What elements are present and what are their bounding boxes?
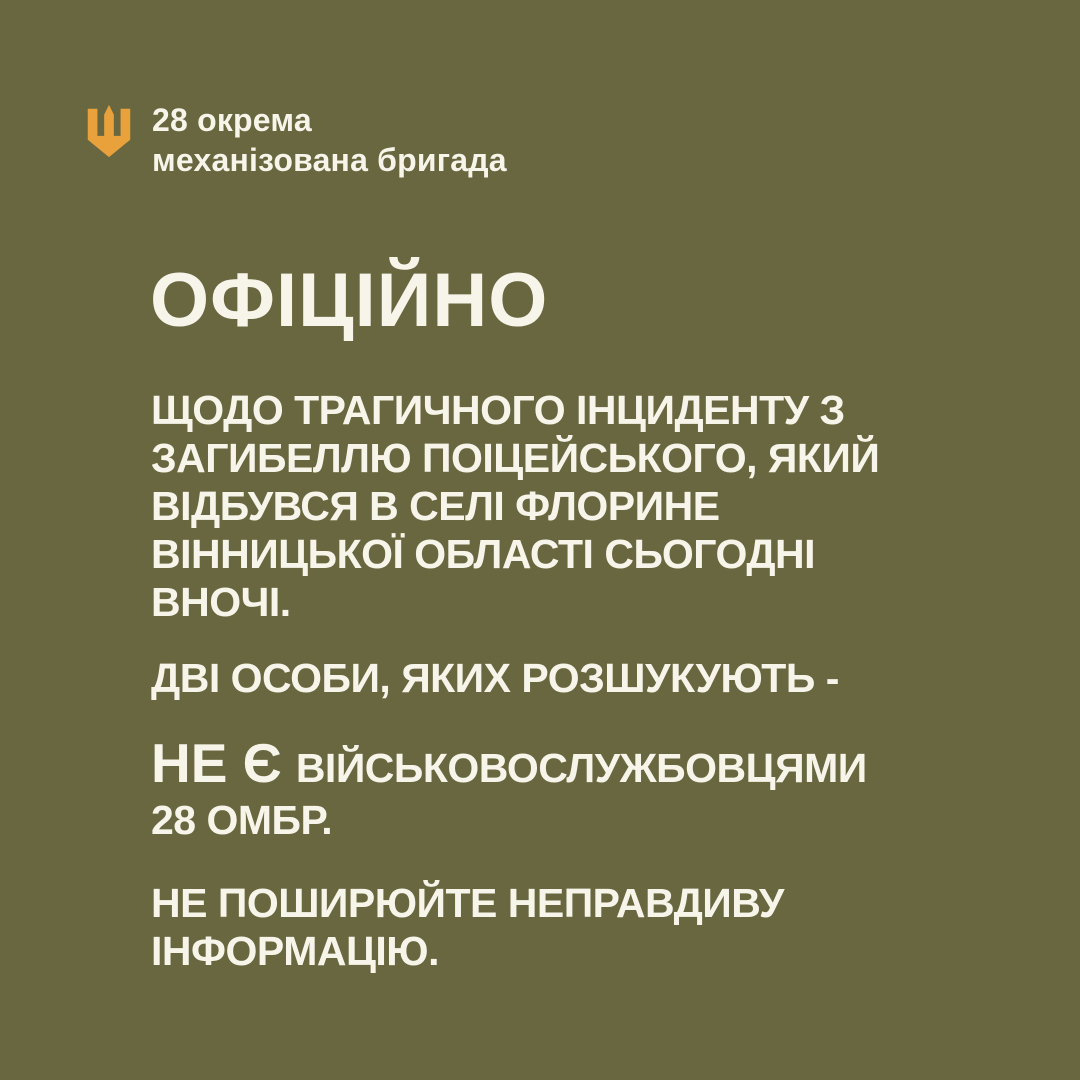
paragraph-incident-line4: ВІННИЦЬКОЇ ОБЛАСТІ СЬОГОДНІ [151,531,816,577]
paragraph-wanted-persons [151,654,1040,702]
brigade-name [152,100,507,180]
brigade-name-line2: механізована бригада [152,142,507,178]
paragraph-warning [151,879,1040,975]
paragraph-incident-line3: ВІДБУВСЯ В СЕЛІ ФЛОРИНЕ [151,483,720,529]
paragraph-incident [151,386,1040,626]
page-title: ОФІЦІЙНО [150,258,549,343]
paragraph-incident-line1: ЩОДО ТРАГИЧНОГО ІНЦИДЕНТУ З [151,387,845,433]
paragraph-not-servicemen-line2: 28 ОМБР. [151,797,333,843]
brigade-header [87,100,507,180]
paragraph-warning-line1: НЕ ПОШИРЮЙТЕ НЕПРАВДИВУ [151,880,784,926]
brigade-name-line1: 28 окрема [152,102,312,138]
paragraph-warning-line2: ІНФОРМАЦІЮ. [151,928,439,974]
not-servicemen-rest: ВІЙСЬКОВОСЛУЖБОВЦЯМИ [295,745,867,791]
paragraph-wanted-persons-line1: ДВІ ОСОБИ, ЯКИХ РОЗШУКУЮТЬ - [151,655,839,701]
paragraph-incident-line2: ЗАГИБЕЛЛЮ ПОІЦЕЙСЬКОГО, ЯКИЙ [151,435,880,481]
paragraph-not-servicemen [151,732,1040,844]
paragraph-not-servicemen-line1 [151,732,1040,796]
paragraph-incident-line5: ВНОЧІ. [151,579,291,625]
not-servicemen-emphasis: НЕ Є [151,732,282,794]
trident-icon [87,103,131,159]
